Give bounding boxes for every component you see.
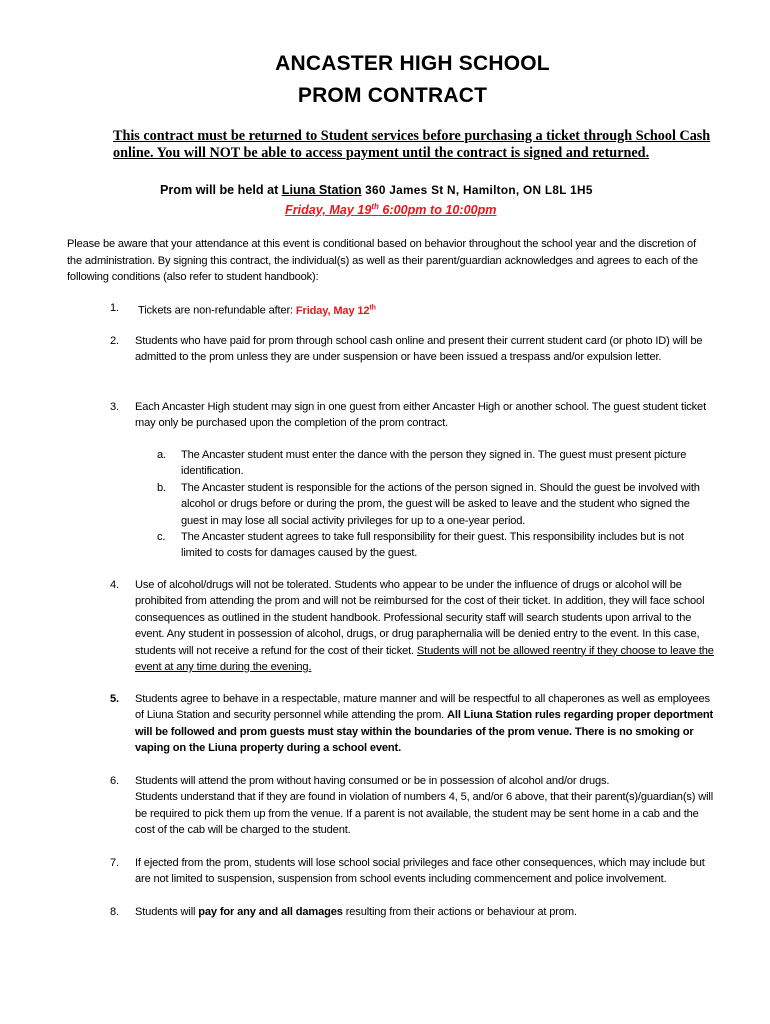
condition-number: 2. [110, 335, 119, 347]
condition-letter: b. [157, 482, 166, 494]
condition-text: Students will attend the prom without having consumed or be in possession of alcohol and/or drugs. [135, 775, 610, 787]
condition-text: Each Ancaster High student may sign in one guest from either Ancaster High or another school. The guest student ticket may only be purchased upon the completion of the prom contract. [135, 401, 707, 430]
event-date-day: Friday, May 19 [285, 203, 372, 218]
school-title: ANCASTER HIGH SCHOOL [275, 52, 550, 75]
condition-text: Students agree to behave in a respectable, mature manner and will be respectful to all chaperones as well as employees of Liuna Station and security personnel while attending the prom. [135, 693, 710, 722]
condition-number: 3. [110, 401, 119, 413]
condition-2 [110, 333, 715, 366]
condition-number: 4. [110, 579, 119, 591]
condition-letter: a. [157, 449, 166, 461]
refund-deadline-sup: th [369, 304, 376, 311]
condition-5 [110, 691, 715, 757]
condition-text: The Ancaster student is responsible for the actions of the person signed in. Should the guest be involved with alcohol or drugs before or during the prom, the guest will be asked to leave and the student who signed the guest in may lose all social activity privileges for up to a one-year period. [181, 482, 700, 527]
condition-3c [157, 529, 712, 562]
condition-3a [157, 447, 712, 480]
venue-label: Prom will be held at [160, 183, 282, 197]
contract-title: PROM CONTRACT [297, 84, 488, 107]
event-date [285, 202, 497, 217]
condition-3 [110, 399, 715, 432]
reentry-rule: Students will not be allowed reentry if they choose to leave the event at any time during the evening. [135, 644, 714, 674]
condition-text-2: Students understand that if they are found in violation of numbers 4, 5, and/or 6 above, that their parent(s)/guardian(s) will be required to pick them up from the venue. If a parent is not available, the student may be sent home in a cab and the cost of the cab will be charged to the student. [135, 791, 714, 837]
condition-text: If ejected from the prom, students will lose school social privileges and face other consequences, which may include but are not limited to suspension, suspension from school events including commencement and police involvement. [135, 857, 705, 886]
condition-text: Tickets are non-refundable after: [138, 304, 296, 317]
condition-number: 1. [110, 302, 119, 314]
condition-text: Use of alcohol/drugs will not be tolerated. Students who appear to be under the influence of drugs or alcohol will be prohibited from attending the prom and will not be reimbursed for the cost of their ticket. In addition, they will face school consequences as outlined in the student handbook. Professional security staff will search students upon arrival to the event. Any student in possession of alcohol, drugs, or drug paraphernalia will be denied entry to the event. In this case, students will not receive a refund for the cost of their ticket. [135, 579, 705, 657]
venue-rules: All Liuna Station rules regarding proper deportment will be followed and prom guests must stay within the boundaries of the prom venue. There is no smoking or vaping on the Liuna property during a school event. [135, 709, 714, 755]
condition-number: 5. [110, 693, 119, 705]
condition-number: 6. [110, 775, 119, 787]
refund-deadline [296, 305, 376, 317]
intro-paragraph: Please be aware that your attendance at this event is conditional based on behavior throughout the school year and the discretion of the administration. By signing this contract, the individual(s) as well as their parent/guardian acknowledges and agrees to each of the following conditions (also refer to student handbook): [67, 238, 698, 284]
condition-6 [110, 773, 715, 839]
condition-text: Students will [135, 906, 199, 918]
condition-7 [110, 855, 715, 888]
condition-4 [110, 577, 715, 675]
venue-place: Liuna Station [281, 183, 362, 197]
condition-text: The Ancaster student must enter the dance with the person they signed in. The guest must present picture identification. [181, 449, 687, 478]
condition-1 [110, 300, 715, 319]
damages-clause: pay for any and all damages [198, 906, 343, 918]
condition-text-end: resulting from their actions or behaviour at prom. [342, 906, 577, 918]
condition-number: 8. [110, 906, 119, 918]
event-date-time: 6:00pm to 10:00pm [378, 203, 497, 218]
refund-deadline-date: Friday, May 12 [295, 304, 370, 317]
condition-number: 7. [110, 857, 119, 869]
venue-address: 360 James St N, Hamilton, ON L8L 1H5 [361, 183, 593, 197]
condition-text: The Ancaster student agrees to take full responsibility for their guest. This responsibility includes but is not limited to costs for damages caused by the guest. [181, 531, 684, 560]
event-date-sup: th [371, 202, 379, 211]
condition-text: Students who have paid for prom through school cash online and present their current student card (or photo ID) will be admitted to the prom unless they are under suspension or have been issued a trespass and/or expulsion letter. [135, 335, 703, 364]
condition-3b [157, 480, 712, 529]
condition-8 [110, 904, 715, 920]
venue-line [160, 183, 593, 197]
condition-letter: c. [157, 531, 166, 543]
return-notice: This contract must be returned to Student services before purchasing a ticket through School Cash online. You will NOT be able to access payment until the contract is signed and returned. [113, 128, 711, 161]
